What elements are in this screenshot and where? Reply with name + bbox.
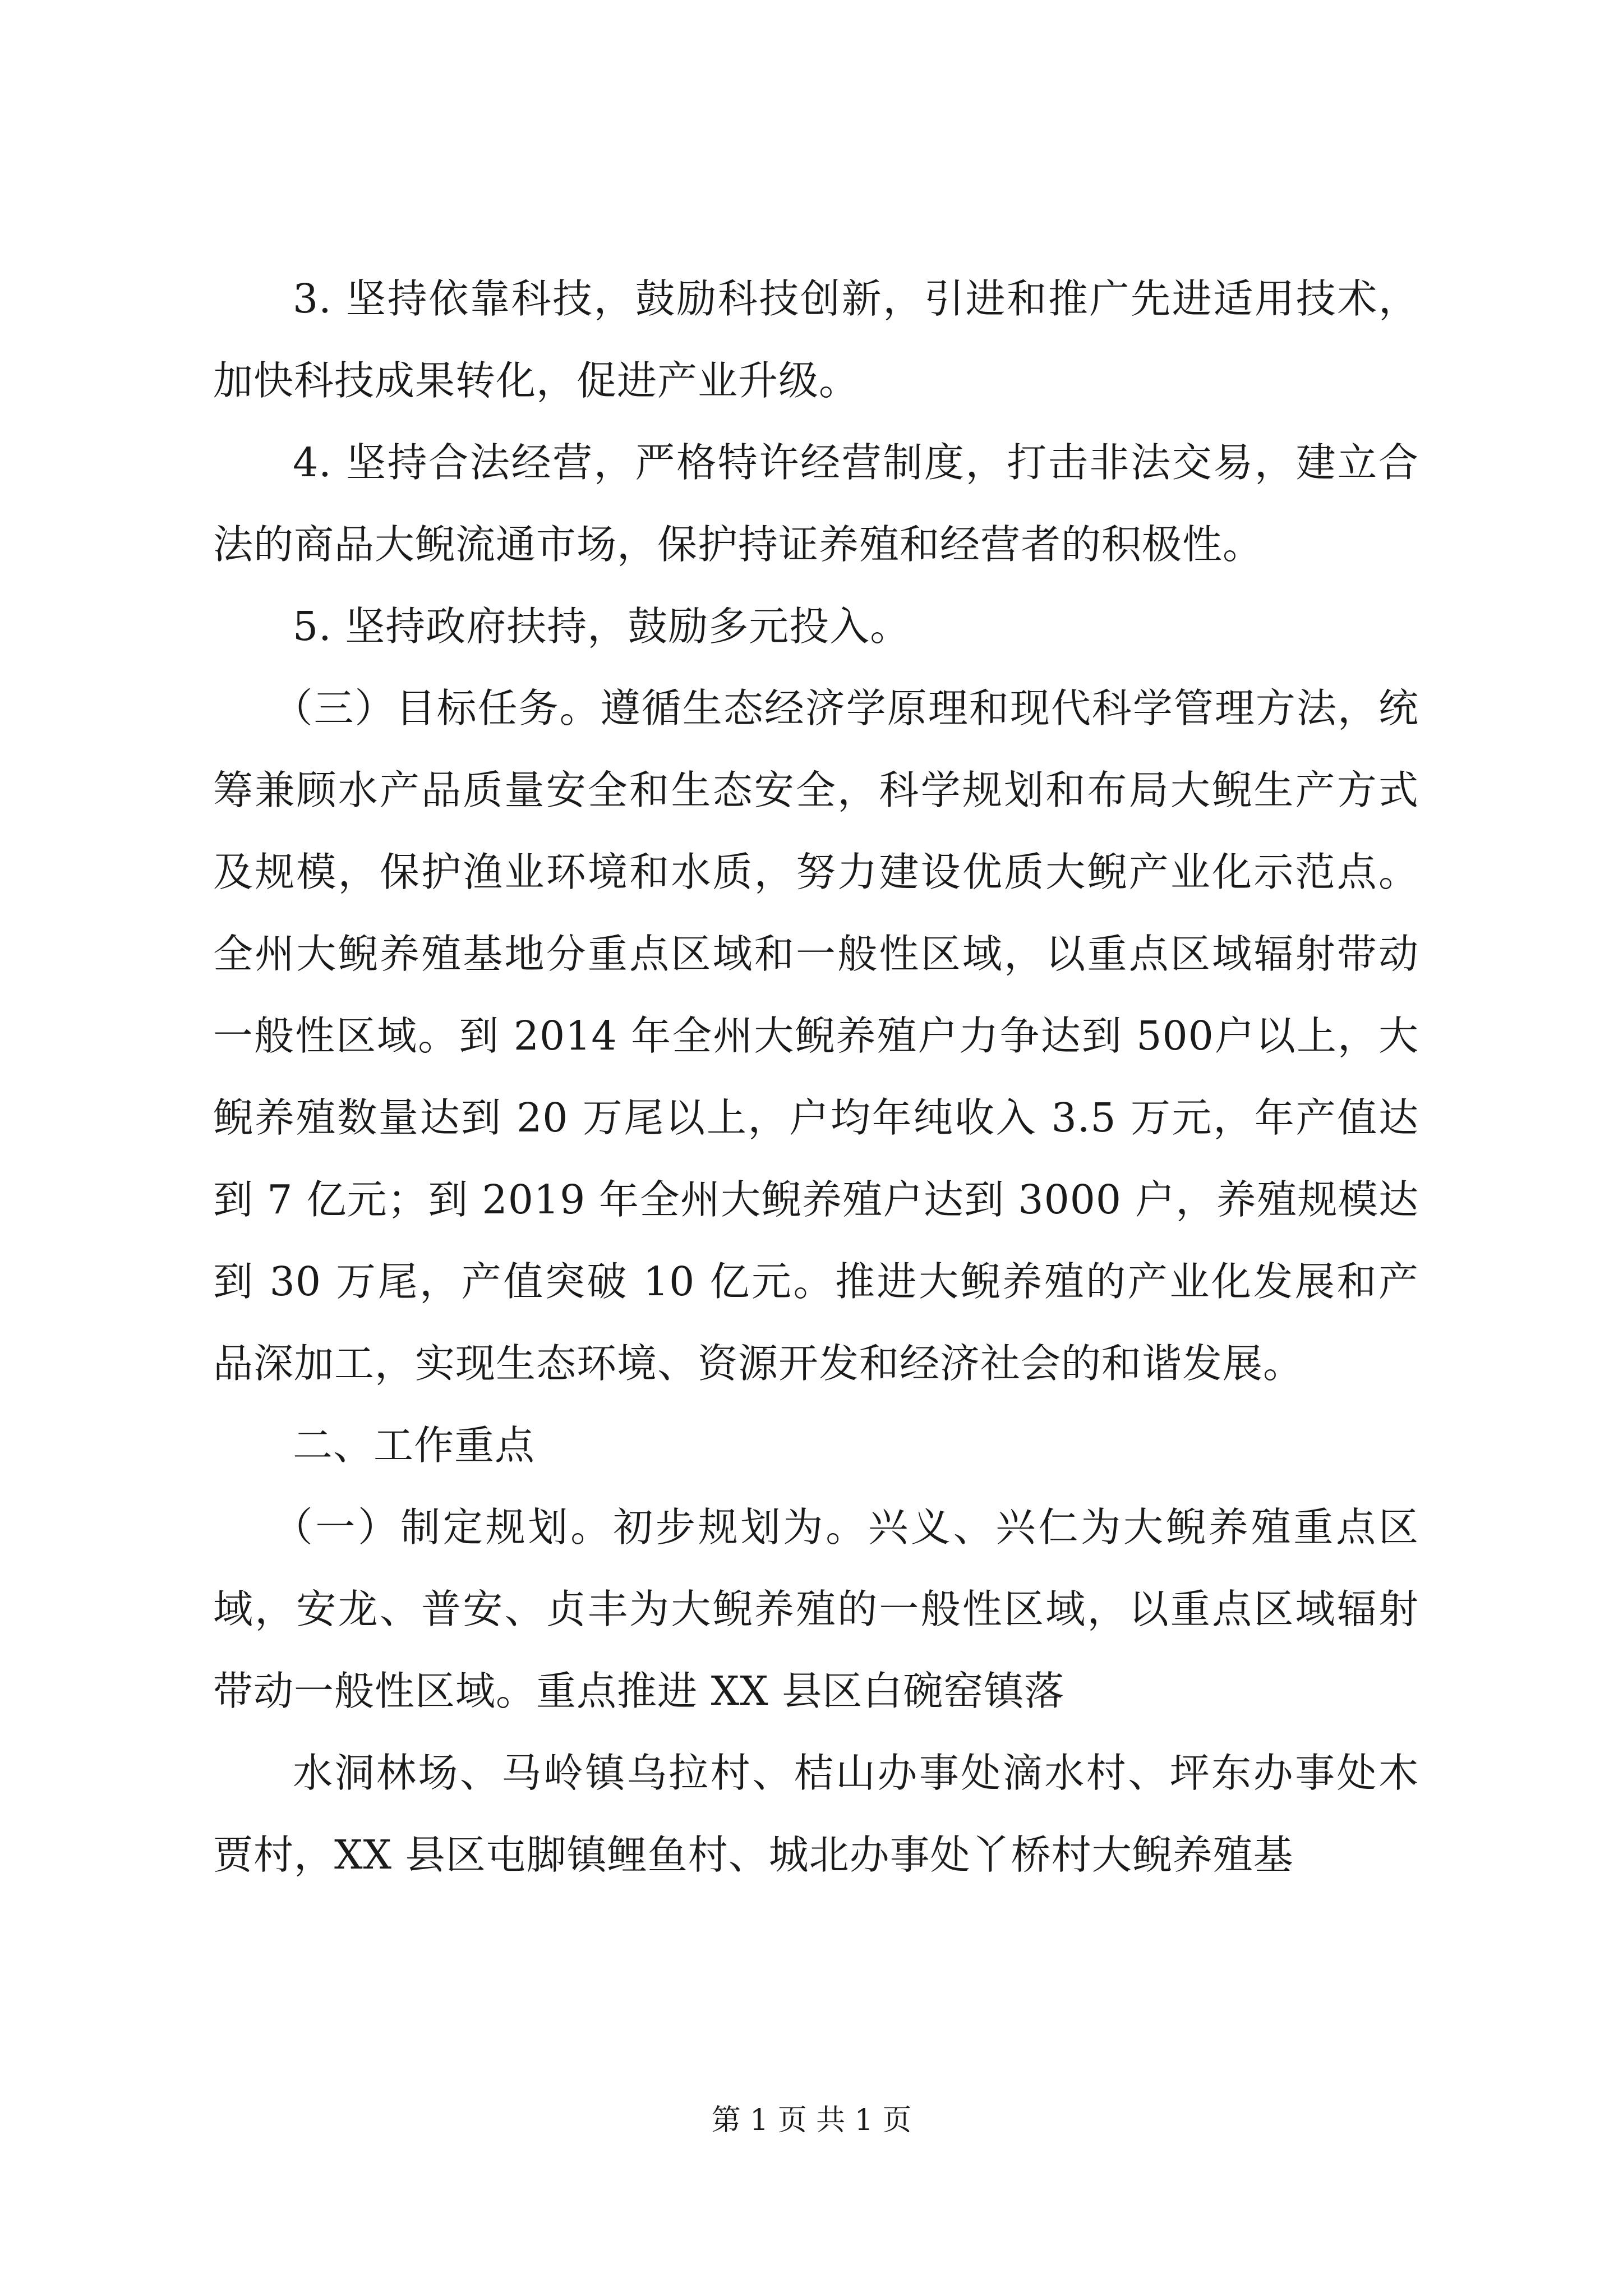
paragraph-planning-continued: 水洞林场、马岭镇乌拉村、桔山办事处滴水村、坪东办事处木贾村，XX 县区屯脚镇鲤鱼村、城北办事处丫桥村大鲵养殖基: [213, 1750, 1419, 1878]
section-heading-work-focus: 二、工作重点: [293, 1422, 536, 1469]
paragraph-planning: （一）制定规划。初步规划为。兴义、兴仁为大鲵养殖重点区域，安龙、普安、贞丰为大鲵养殖的一般性区域，以重点区域辐射带动一般性区域。重点推进 XX 县区白碗窑镇落: [213, 1504, 1419, 1714]
document-body: [213, 258, 1419, 1896]
paragraph-principle-5: 5. 坚持政府扶持，鼓励多元投入。: [293, 603, 911, 650]
page-footer: 第 1 页 共 1 页: [711, 2104, 912, 2137]
paragraph-goals: （三）目标任务。遵循生态经济学原理和现代科学管理方法，统筹兼顾水产品质量安全和生态安全，科学规划和布局大鲵生产方式及规模，保护渔业环境和水质，努力建设优质大鲵产业化示范点。全州大鲵养殖基地分重点区域和一般性区域，以重点区域辐射带动一般性区域。到 2014 年全州大鲵养殖户力争达到 500户以上，大鲵养殖数量达到 20 万尾以上，户均年纯收入 3.5 万元，年产值达到 7 亿元；到 2019 年全州大鲵养殖户达到 3000 户，养殖规模达到 30 万尾，产值突破 10 亿元。推进大鲵养殖的产业化发展和产品深加工，实现生态环境、资源开发和经济社会的和谐发展。: [213, 685, 1419, 1387]
paragraph-principle-4: 4. 坚持合法经营，严格特许经营制度，打击非法交易，建立合法的商品大鲵流通市场，保护持证养殖和经营者的积极性。: [213, 439, 1419, 568]
paragraph-principle-3: 3. 坚持依靠科技，鼓励科技创新，引进和推广先进适用技术，加快科技成果转化，促进产业升级。: [213, 275, 1419, 404]
